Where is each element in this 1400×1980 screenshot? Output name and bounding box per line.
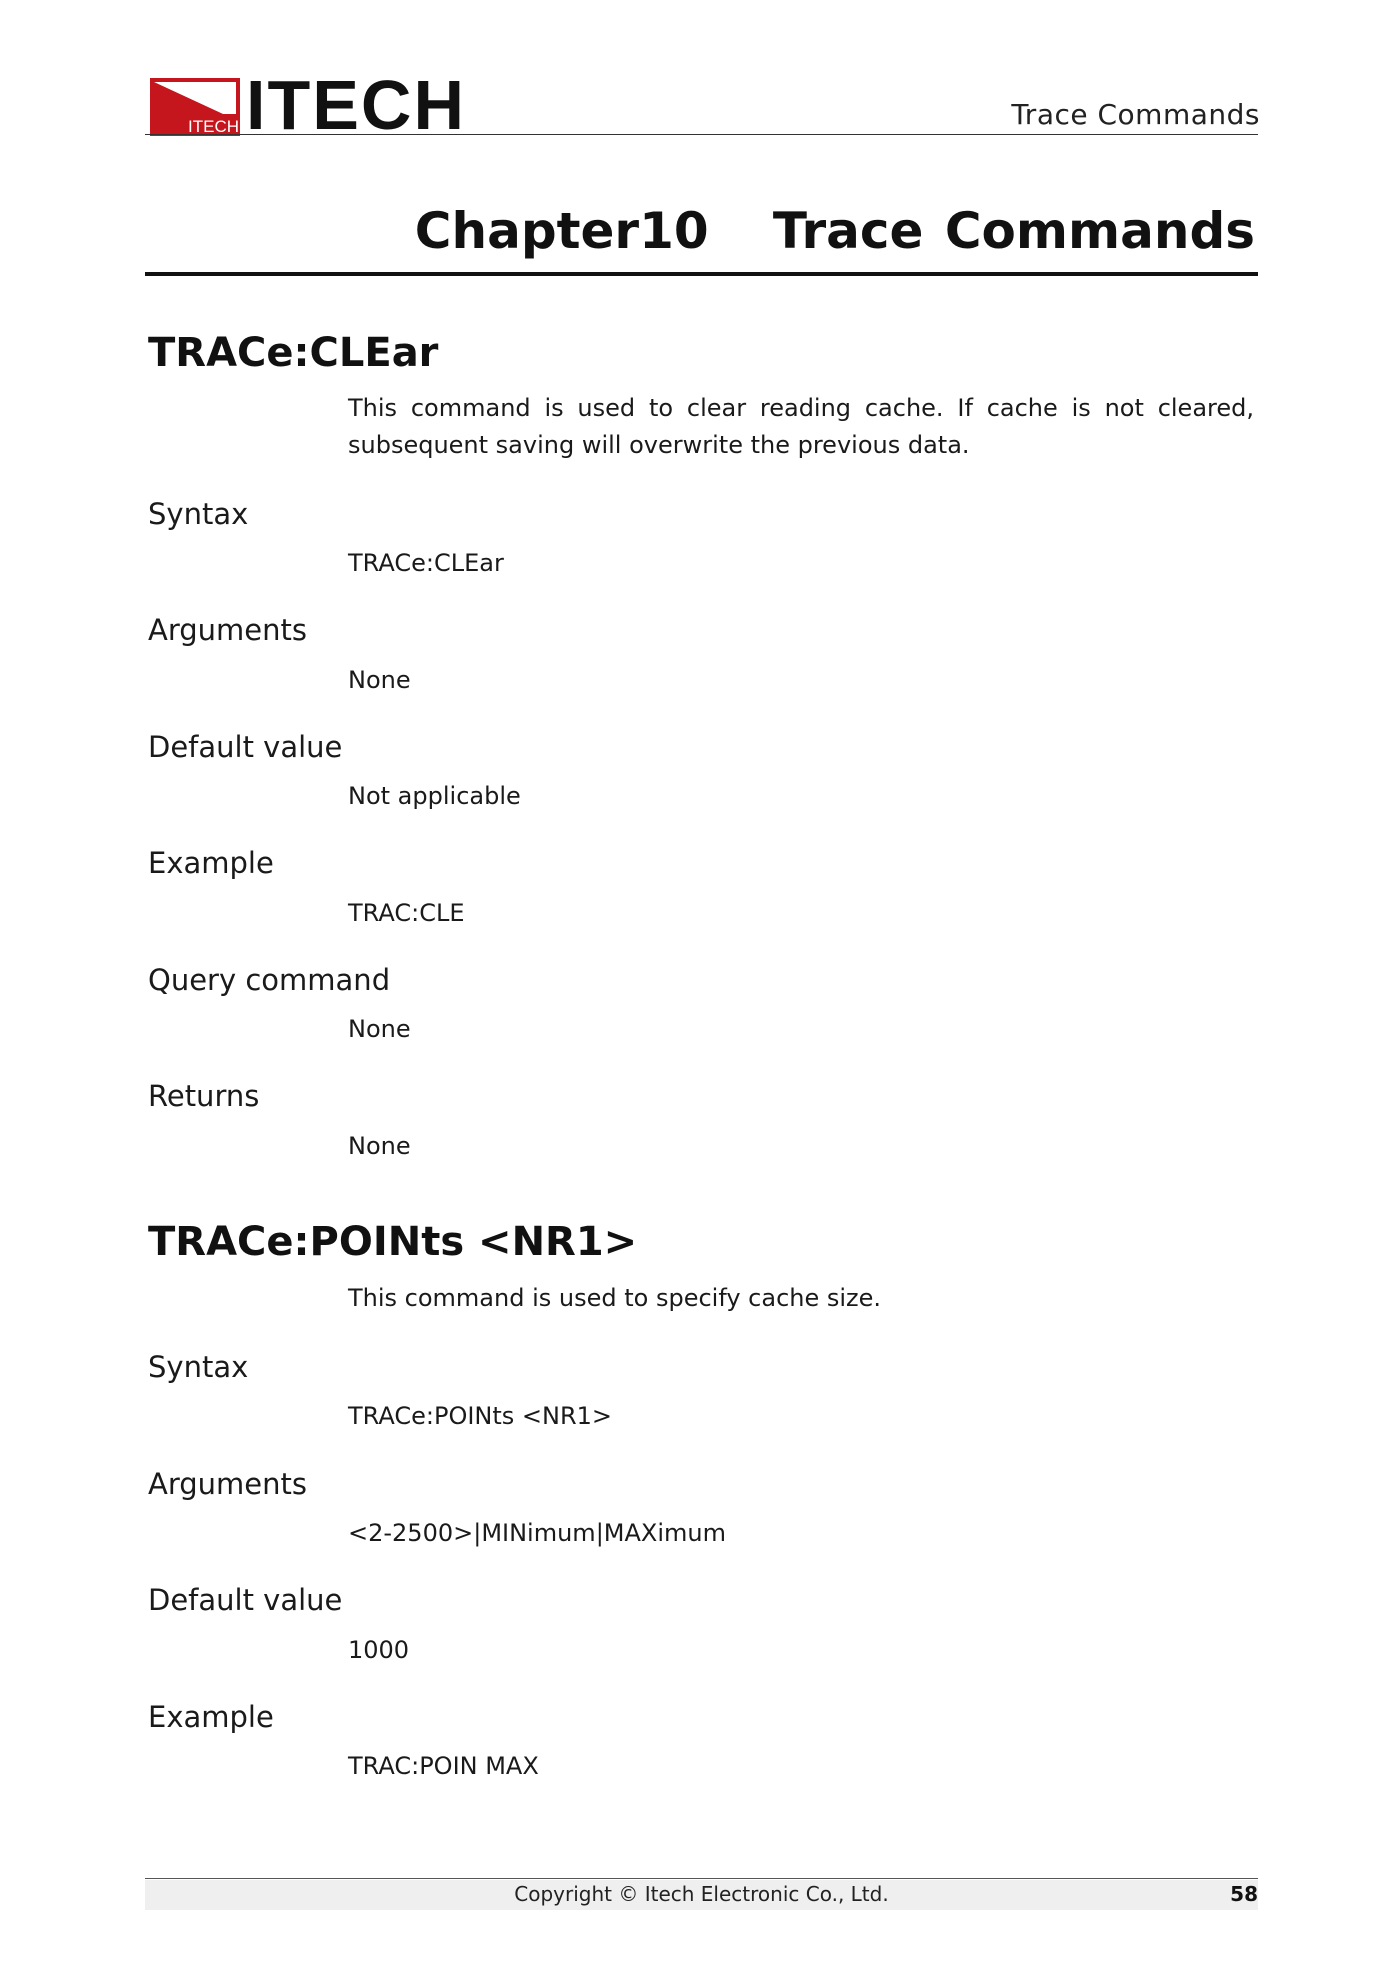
footer-copyright: Copyright © Itech Electronic Co., Ltd. — [514, 1882, 889, 1906]
arguments-label: Arguments — [148, 1467, 307, 1501]
command-description: This command is used to clear reading cache. If cache is not cleared, subsequent saving will overwrite the previous data. — [348, 394, 1254, 459]
arguments-value: <2-2500>|MINimum|MAXimum — [348, 1519, 726, 1547]
footer-divider — [145, 1878, 1258, 1879]
syntax-value: TRACe:CLEar — [348, 549, 504, 577]
logo-wordmark: ITECH — [246, 66, 466, 144]
query-command-value: None — [348, 1015, 411, 1043]
returns-value: None — [348, 1132, 411, 1160]
syntax-label: Syntax — [148, 497, 249, 531]
default-value-value: 1000 — [348, 1636, 410, 1664]
page-number: 58 — [1230, 1882, 1258, 1906]
command-title: TRACe:CLEar — [148, 330, 439, 376]
command-title: TRACe:POINts <NR1> — [148, 1219, 638, 1265]
itech-logo — [150, 66, 466, 144]
arguments-label: Arguments — [148, 613, 307, 647]
default-value-label: Default value — [148, 1583, 343, 1617]
default-value-label: Default value — [148, 730, 343, 764]
example-label: Example — [148, 1700, 274, 1734]
default-value-value: Not applicable — [348, 782, 521, 810]
example-label: Example — [148, 846, 274, 880]
header-divider — [145, 134, 1258, 135]
logo-mark-label: ITECH — [188, 117, 239, 136]
syntax-value: TRACe:POINts <NR1> — [348, 1402, 613, 1430]
itech-logo-mark-icon — [150, 78, 240, 136]
chapter-title: Chapter10 Trace Commands — [414, 202, 1255, 260]
example-value: TRAC:POIN MAX — [348, 1752, 539, 1780]
arguments-value: None — [348, 666, 411, 694]
query-command-label: Query command — [148, 963, 391, 997]
returns-label: Returns — [148, 1079, 260, 1113]
syntax-label: Syntax — [148, 1350, 249, 1384]
example-value: TRAC:CLE — [348, 899, 465, 927]
command-description: This command is used to specify cache size. — [348, 1284, 882, 1312]
running-header-title: Trace Commands — [1011, 98, 1260, 131]
chapter-divider — [145, 272, 1258, 276]
